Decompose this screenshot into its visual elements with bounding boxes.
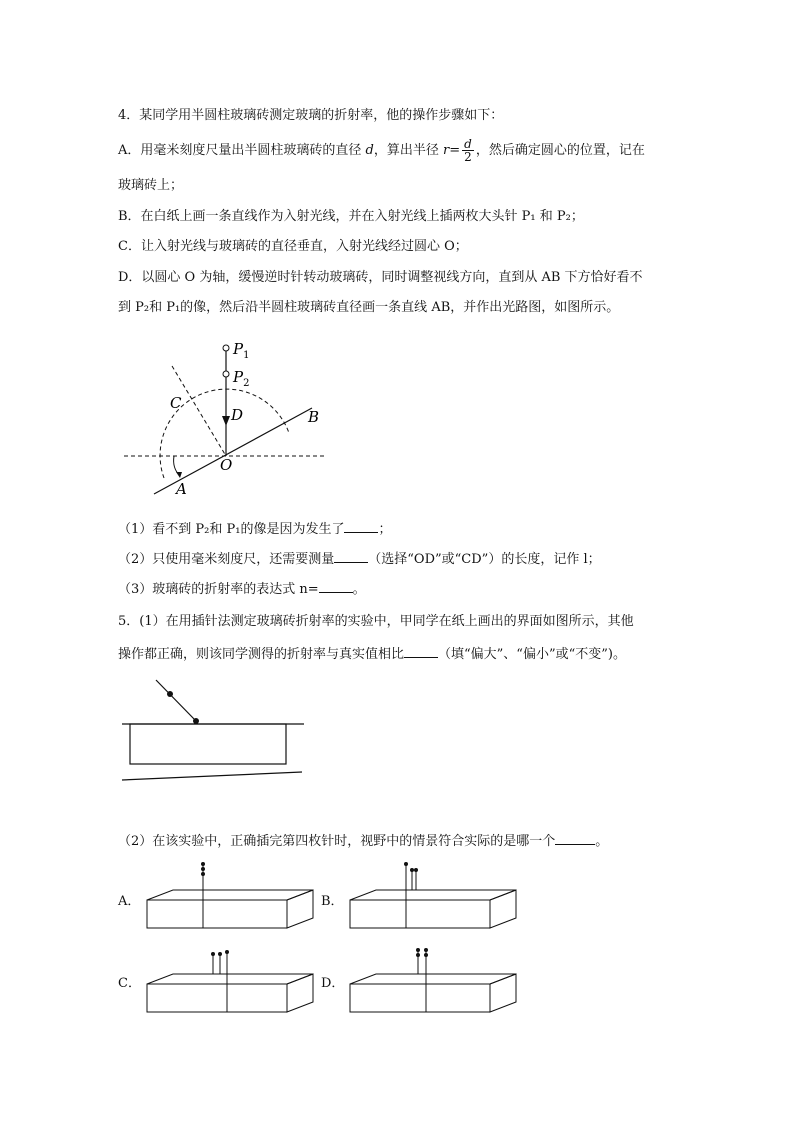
- interface-bottom: [122, 772, 302, 780]
- q4-step-a-d: d: [365, 143, 374, 158]
- option-c-label[interactable]: C．: [118, 976, 141, 991]
- pin-head: [211, 952, 215, 956]
- block-front: [350, 900, 490, 928]
- q4-step-c: C．让入射光线与玻璃砖的直径垂直，入射光线经过圆心 O；: [118, 239, 468, 254]
- q4-step-a-pre: A．用毫米刻度尺量出半圆柱玻璃砖的直径: [118, 143, 362, 158]
- q4-step-b: B．在白纸上画一条直线作为入射光线，并在入射光线上插两枚大头针 P₁ 和 P₂；: [118, 209, 584, 224]
- q4-step-d-2: 到 P₂和 P₁的像，然后沿半圆柱玻璃砖直径画一条直线 AB，并作出光路图，如图所示。: [118, 300, 620, 315]
- block-top: [147, 890, 313, 900]
- pin-head: [424, 953, 428, 957]
- option-a-label[interactable]: A．: [118, 894, 141, 909]
- q4-step-a-eq: =: [449, 143, 461, 158]
- block-side: [490, 974, 516, 1012]
- label-p1: $P_1$: [233, 340, 250, 361]
- q5-p1-line1: 5．(1）在用插针法测定玻璃砖折射率的实验中，甲同学在纸上画出的界面如图所示，其他: [118, 614, 634, 629]
- option-d-figure[interactable]: [348, 944, 528, 1014]
- q4-step-a-cont: 玻璃砖上；: [118, 178, 184, 193]
- rotation-arrow: [176, 472, 182, 478]
- q5-p2: [118, 832, 608, 852]
- pin-head: [424, 948, 428, 952]
- block-front: [350, 984, 490, 1012]
- q4-sub3-pre: （3）玻璃砖的折射率的表达式 n=: [118, 582, 319, 597]
- q5-p1-line2: [118, 645, 626, 665]
- block-top: [350, 974, 516, 984]
- glass-block: [130, 724, 286, 764]
- q4-step-a-r: r: [443, 143, 450, 158]
- q4-sub2-post: （选择“OD”或“CD”）的长度，记作 l；: [368, 552, 601, 567]
- pin-head: [218, 952, 222, 956]
- option-b-figure[interactable]: [348, 860, 528, 930]
- pin-head: [416, 953, 420, 957]
- pin-head: [414, 868, 418, 872]
- q4-stem: 4．某同学用半圆柱玻璃砖测定玻璃的折射率，他的操作步骤如下：: [118, 108, 504, 123]
- label-p2: $P_2$: [233, 368, 250, 389]
- block-side: [287, 974, 313, 1012]
- q4-step-a: [118, 138, 645, 163]
- pin-head: [201, 872, 205, 876]
- block-front: [147, 984, 287, 1012]
- label-c: C: [170, 394, 182, 412]
- q4-sub1-post: ；: [378, 522, 392, 537]
- q4-step-a-mid: ，算出半径: [373, 143, 439, 158]
- q4-sub2-pre: （2）只使用毫米刻度尺，还需要测量: [118, 552, 335, 567]
- answer-blank-5[interactable]: [555, 832, 595, 845]
- frac-den: 2: [464, 150, 472, 164]
- frac-num: d: [464, 137, 472, 151]
- answer-blank-1[interactable]: [344, 520, 378, 533]
- option-d-label[interactable]: D．: [321, 976, 345, 991]
- answer-blank-2[interactable]: [334, 550, 368, 563]
- option-c-figure[interactable]: [145, 944, 325, 1014]
- q4-sub1-pre: （1）看不到 P₂和 P₁的像是因为发生了: [118, 522, 345, 537]
- pin-p1: [223, 345, 229, 351]
- block-side: [287, 890, 313, 928]
- block-front: [147, 900, 287, 928]
- label-d: D: [231, 406, 244, 424]
- q4-sub3-post: 。: [352, 582, 366, 597]
- option-b-label[interactable]: B．: [321, 894, 344, 909]
- pin-1: [167, 691, 173, 697]
- q4-sub3: [118, 580, 366, 600]
- q5-figure-1: [120, 676, 310, 786]
- q5-p2-pre: （2）在该实验中，正确插完第四枚针时，视野中的情景符合实际的是哪一个: [118, 834, 556, 849]
- option-a-figure[interactable]: [145, 860, 325, 930]
- answer-blank-4[interactable]: [404, 645, 438, 658]
- pin-p2: [223, 371, 229, 377]
- q4-step-a-post: ，然后确定圆心的位置，记在: [475, 143, 645, 158]
- pin-head: [201, 862, 205, 866]
- q4-sub1: [118, 520, 391, 540]
- q4-figure: [120, 336, 340, 502]
- q5-p1-line2-pre: 操作都正确，则该同学测得的折射率与真实值相比: [118, 647, 405, 662]
- label-o: O: [220, 456, 233, 474]
- q4-step-d-1: D．以圆心 O 为轴，缓慢逆时针转动玻璃砖，同时调整视线方向，直到从 AB 下方恰好看不: [118, 270, 643, 285]
- pin-head: [225, 950, 229, 954]
- pin-ray: [156, 680, 196, 721]
- q5-p2-post: 。: [595, 834, 609, 849]
- q4-radius-fraction: [462, 138, 474, 163]
- label-a: A: [176, 480, 187, 498]
- pin-head: [201, 867, 205, 871]
- pin-head: [404, 862, 408, 866]
- block-side: [490, 890, 516, 928]
- pin-head: [416, 948, 420, 952]
- block-top: [147, 974, 313, 984]
- q4-sub2: [118, 550, 601, 570]
- label-b: B: [308, 408, 320, 426]
- arrow-d: [222, 416, 230, 426]
- pin-head: [410, 868, 414, 872]
- block-top: [350, 890, 516, 900]
- answer-blank-3[interactable]: [319, 580, 353, 593]
- pin-2: [193, 718, 199, 724]
- q5-p1-line2-post: （填“偏大”、“偏小”或“不变”)。: [438, 647, 626, 662]
